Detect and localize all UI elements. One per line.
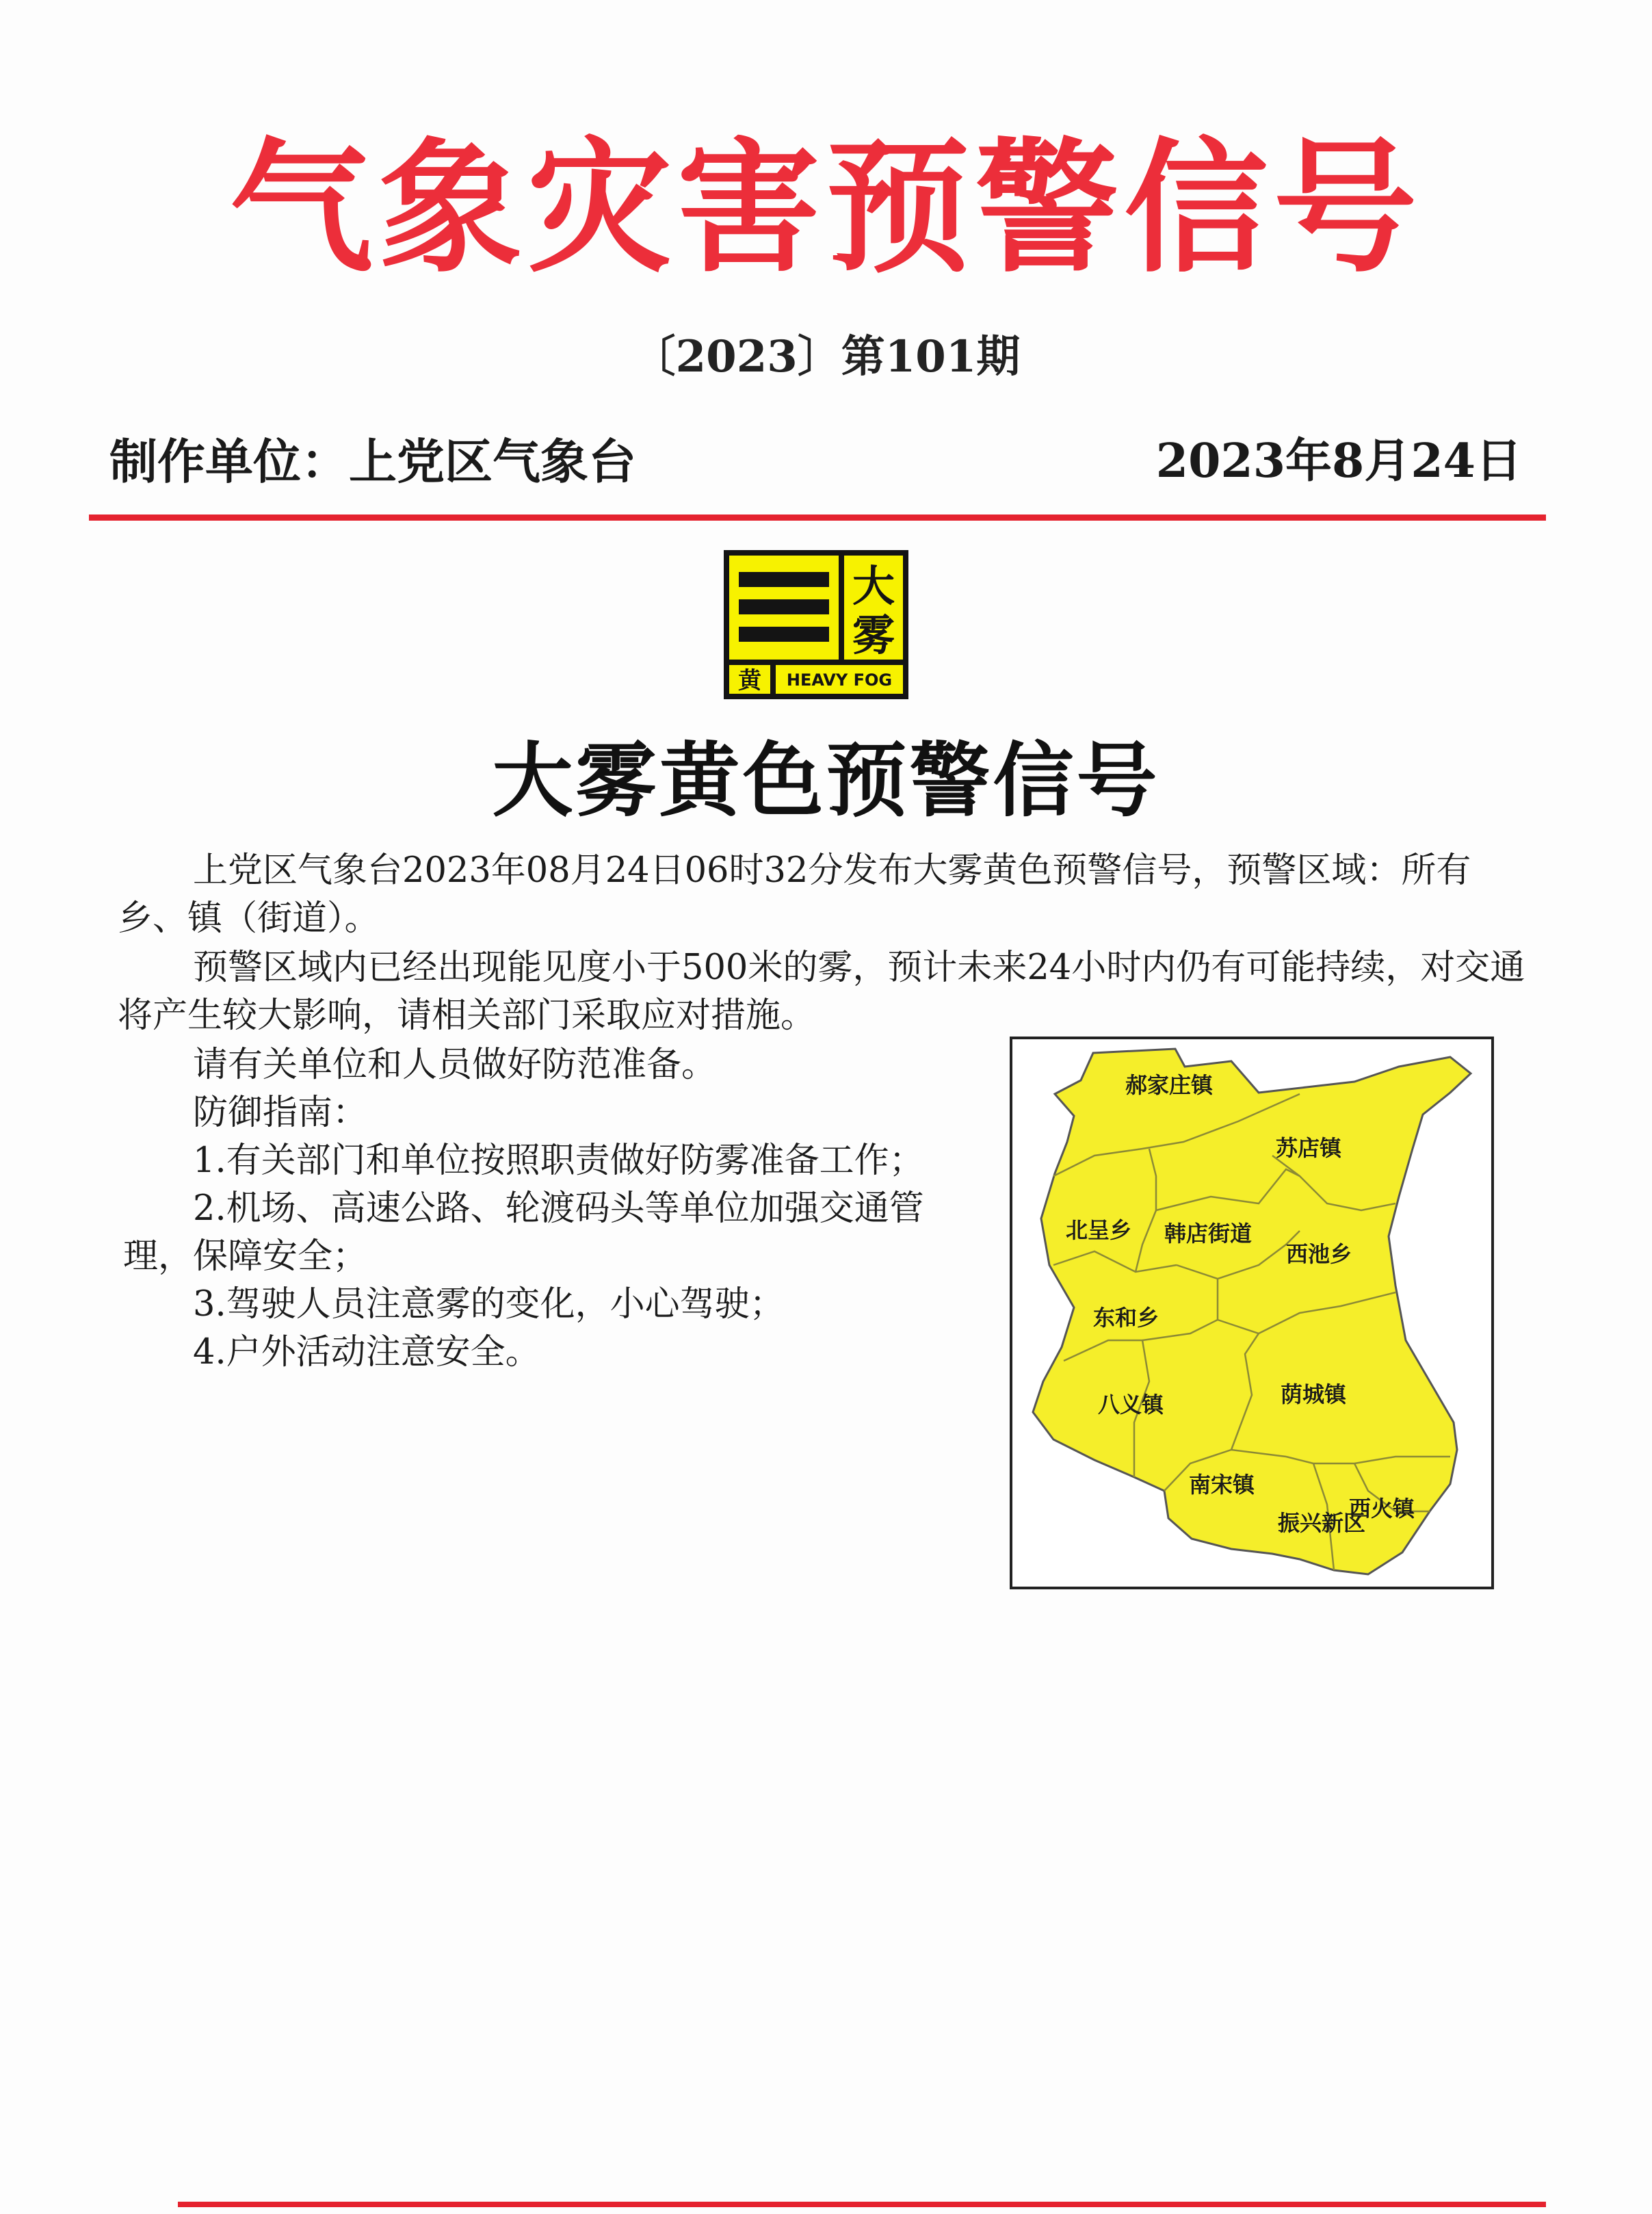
guide-item-2-cont: 理，保障安全； <box>123 1236 368 1277</box>
fog-badge-graphic <box>724 550 908 699</box>
region-label-4: 韩店街道 <box>1164 1221 1253 1247</box>
badge-bar-3 <box>739 627 829 642</box>
region-label-5: 西池乡 <box>1286 1241 1352 1267</box>
paragraph-prepare: 请有关单位和人员做好防范准备。 <box>193 1045 717 1085</box>
map-graphic <box>1012 1039 1491 1587</box>
guide-item-3: 3.驾驶人员注意雾的变化，小心驾驶； <box>193 1284 785 1325</box>
document-title: 气象灾害预警信号 <box>229 125 1423 292</box>
badge-level-char: 黄 <box>738 667 761 694</box>
region-label-1: 郝家庄镇 <box>1125 1072 1214 1098</box>
region-label-2: 苏店镇 <box>1276 1135 1342 1161</box>
badge-english-label: HEAVY FOG <box>786 670 893 690</box>
region-label-11: 振兴新区 <box>1278 1510 1366 1536</box>
issue-date: 2023年8月24日 <box>1155 434 1522 489</box>
issue-number: 〔2023〕第101期 <box>631 331 1021 382</box>
producer: 制作单位：上党区气象台 <box>109 433 636 490</box>
paragraph-issue: 上党区气象台2023年08月24日06时32分发布大雾黄色预警信号，预警区域：所有乡、镇（街道）。 <box>118 850 1471 939</box>
badge-bar-1 <box>739 572 829 587</box>
header-divider <box>89 515 1546 521</box>
guide-item-1: 1.有关部门和单位按照职责做好防雾准备工作； <box>193 1141 924 1181</box>
region-label-3: 北呈乡 <box>1066 1217 1132 1243</box>
badge-bottom-char: 雾 <box>852 610 895 660</box>
region-label-6: 东和乡 <box>1093 1305 1159 1331</box>
paragraph-impact: 预警区域内已经出现能见度小于500米的雾，预计未来24小时内仍有可能持续，对交通将产生较大影响，请相关部门采取应对措施。 <box>118 948 1525 1036</box>
guide-item-2: 2.机场、高速公路、轮渡码头等单位加强交通管 <box>193 1188 924 1229</box>
region-label-10: 西火镇 <box>1349 1496 1415 1522</box>
region-label-9: 南宋镇 <box>1189 1472 1255 1498</box>
region-label-7: 荫城镇 <box>1281 1381 1347 1407</box>
badge-top-char: 大 <box>852 561 895 611</box>
fog-warning-icon <box>724 550 908 699</box>
warning-area-map <box>1010 1037 1494 1589</box>
badge-bar-2 <box>739 599 829 614</box>
region-label-8: 八义镇 <box>1098 1392 1164 1418</box>
guide-item-4: 4.户外活动注意安全。 <box>193 1332 540 1372</box>
footer-divider <box>178 2202 1546 2207</box>
guide-heading: 防御指南： <box>193 1093 368 1133</box>
signal-title: 大雾黄色预警信号 <box>492 733 1160 828</box>
